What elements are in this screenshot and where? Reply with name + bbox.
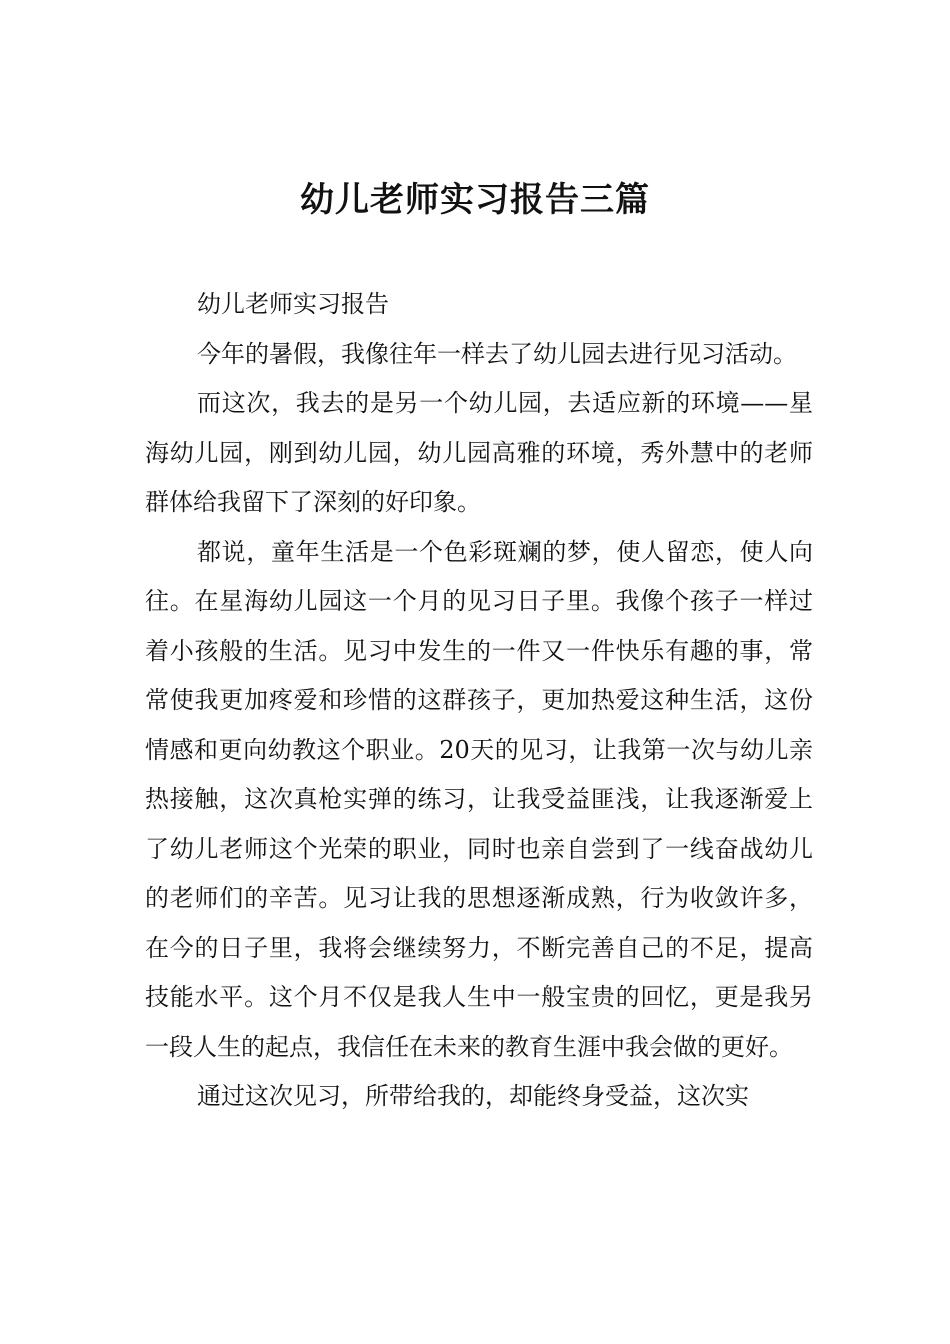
paragraph-2: 而这次，我去的是另一个幼儿园，去适应新的环境——星海幼儿园，刚到幼儿园，幼儿园高雅的环境，秀外慧中的老师群体给我留下了深刻的好印象。: [145, 389, 813, 516]
paragraph-4: 通过这次见习，所带给我的，却能终身受益，这次实: [197, 1082, 749, 1110]
section-subtitle: 幼儿老师实习报告: [197, 290, 389, 318]
paragraph-1: 今年的暑假，我像往年一样去了幼儿园去进行见习活动。: [197, 339, 797, 368]
document-title: 幼儿老师实习报告三篇: [300, 180, 650, 220]
paragraph-3: 都说，童年生活是一个色彩斑斓的梦，使人留恋，使人向往。在星海幼儿园这一个月的见习日子里。我像个孩子一样过着小孩般的生活。见习中发生的一件又一件快乐有趣的事，常常使我更加疼爱和珍惜的这群孩子，更加热爱这种生活，这份情感和更向幼教这个职业。20天的见习，让我第一次与幼儿亲热接触，这次真枪实弹的练习，让我受益匪浅，让我逐渐爱上了幼儿老师这个光荣的职业，同时也亲自尝到了一线奋战幼儿的老师们的辛苦。见习让我的思想逐渐成熟，行为收敛许多，在今的日子里，我将会继续努力，不断完善自己的不足，提高技能水平。这个月不仅是我人生中一般宝贵的回忆，更是我另一段人生的起点，我信任在未来的教育生涯中我会做的更好。: [145, 537, 813, 1061]
document-body: [145, 280, 813, 1122]
